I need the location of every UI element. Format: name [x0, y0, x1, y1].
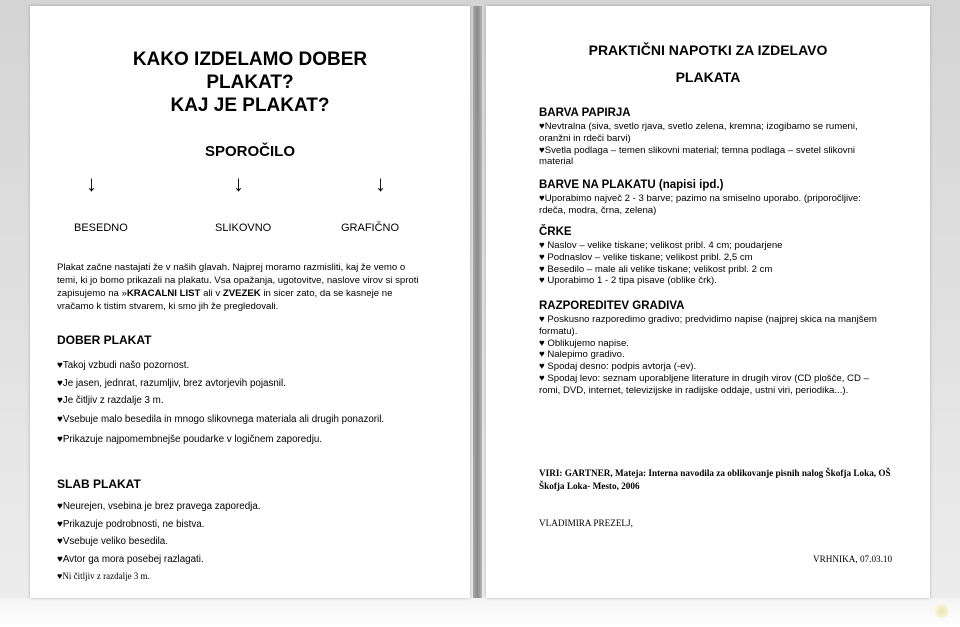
section-body: [539, 314, 889, 397]
category-graficno: GRAFIČNO: [341, 222, 400, 234]
list-item: ♥Prikazuje podrobnosti, ne bistva.: [57, 518, 205, 530]
list-item: ♥Vsebuje malo besedila in mnogo slikovnega materiala ali drugih ponazoril.: [57, 413, 385, 425]
section-line: ♥ Podnaslov – velike tiskane; velikost pribl. 2,5 cm: [539, 251, 753, 263]
section-heading: BARVA PAPIRJA: [539, 107, 631, 119]
list-item: ♥Je čitljiv z razdalje 3 m.: [57, 395, 164, 406]
sources-citation: VIRI: GARTNER, Mateja: Interna navodila za oblikovanje pisnih nalog Škofja Loka, OŠ Škofja Loka- Mesto, 2006: [539, 468, 891, 491]
intro-emphasis: ZVEZEK: [222, 288, 261, 299]
section-line: ♥ Nalepimo gradivo.: [539, 349, 625, 361]
bad-poster-list: [57, 498, 419, 586]
right-title-line: PRAKTIČNI NAPOTKI ZA IZDELAVO: [588, 42, 828, 58]
category-slikovno: SLIKOVNO: [215, 222, 272, 234]
section-heading: BARVE NA PLAKATU (napisi ipd.): [539, 179, 724, 191]
sporocilo-heading: SPOROČILO: [204, 143, 295, 160]
intro-text: ali v: [200, 288, 223, 299]
section-heading: ČRKE: [539, 226, 572, 238]
section-line: ♥Svetla podlaga – temen slikovni material; temna podlaga – svetel slikovni material: [539, 144, 856, 168]
title-line: PLAKAT?: [206, 72, 294, 93]
arrow-down-icon: ↓: [375, 171, 386, 196]
intro-text: Plakat začne nastajati že v naših glavah. Najprej moramo razmisliti, kaj že vemo o temi, ki jo bomo prikazali na plakatu. Vsa opažanja, ugotovitve, naslove virov si sproti zapisujemo na »: [57, 262, 419, 299]
author-name: VLADIMIRA PREZELJ,: [539, 518, 633, 528]
good-poster-heading: DOBER PLAKAT: [57, 333, 152, 347]
corner-highlight: [935, 604, 949, 618]
list-item: ♥Vsebuje veliko besedila.: [57, 536, 168, 547]
section-body: [539, 121, 889, 168]
intro-emphasis: KRACALNI LIST: [126, 288, 201, 299]
list-item: ♥Avtor ga mora posebej razlagati.: [57, 553, 204, 565]
section-body: [539, 240, 889, 287]
right-title-line: PLAKATA: [675, 69, 741, 85]
arrow-down-icon: ↓: [233, 171, 244, 196]
section-line: ♥ Spodaj levo: seznam uporabljene literature in drugih virov (CD plošče, CD – romi, DVD, internet, televizijske in radijske oddaje, ustni viri, periodika...).: [539, 372, 869, 396]
right-page: [486, 6, 930, 598]
category-besedno: BESEDNO: [74, 222, 128, 234]
section-body: [539, 193, 889, 217]
section-line: ♥ Spodaj desno: podpis avtorja (-ev).: [539, 361, 697, 373]
section-heading: RAZPOREDITEV GRADIVA: [539, 300, 685, 312]
title-line: KAKO IZDELAMO DOBER: [132, 49, 368, 70]
page-gutter: [473, 6, 482, 598]
list-item: ♥Takoj vzbudi našo pozornost.: [57, 360, 190, 371]
title-line: KAJ JE PLAKAT?: [170, 95, 330, 116]
page-title: [30, 48, 470, 117]
list-item: ♥Prikazuje najpomembnejše poudarke v logičnem zaporedju.: [57, 433, 323, 445]
section-line: ♥Uporabimo največ 2 - 3 barve; pazimo na smiselno uporabo. (priporočljive: rdeča, modra, črna, zelena): [539, 193, 861, 216]
list-item: ♥Je jasen, jednrat, razumljiv, brez avtorjevih pojasnil.: [57, 377, 286, 389]
section-line: ♥Nevtralna (siva, svetlo rjava, svetlo zelena, kremna; izogibamo se rumeni, oranžni in rdeči barvi): [539, 121, 858, 144]
section-line: ♥ Poskusno razporedimo gradivo; predvidimo napise (najprej skica na manjšem formatu).: [539, 314, 877, 337]
section-line: ♥ Uporabimo 1 - 2 tipa pisave (oblike črk).: [539, 275, 717, 287]
intro-paragraph: [57, 261, 419, 313]
good-poster-list: [57, 357, 419, 448]
bad-poster-heading: SLAB PLAKAT: [57, 477, 141, 491]
list-item: ♥Neurejen, vsebina je brez pravega zaporedja.: [57, 501, 261, 512]
viewer-bottom-area: [0, 598, 960, 627]
left-page: [30, 6, 470, 598]
section-line: ♥ Besedilo – male ali velike tiskane; velikost pribl. 2 cm: [539, 263, 773, 275]
intro-text: in sicer zato, da se kasneje ne vračamo k tistim stvarem, ki smo jih že pregledovali.: [57, 288, 393, 312]
arrow-down-icon: ↓: [86, 171, 97, 196]
list-item: ♥Ni čitljiv z razdalje 3 m.: [57, 571, 150, 581]
section-line: ♥ Oblikujemo napise.: [539, 337, 629, 349]
place-date: VRHNIKA, 07.03.10: [813, 554, 893, 564]
section-line: ♥ Naslov – velike tiskane; velikost pribl. 4 cm; poudarjene: [539, 240, 783, 251]
